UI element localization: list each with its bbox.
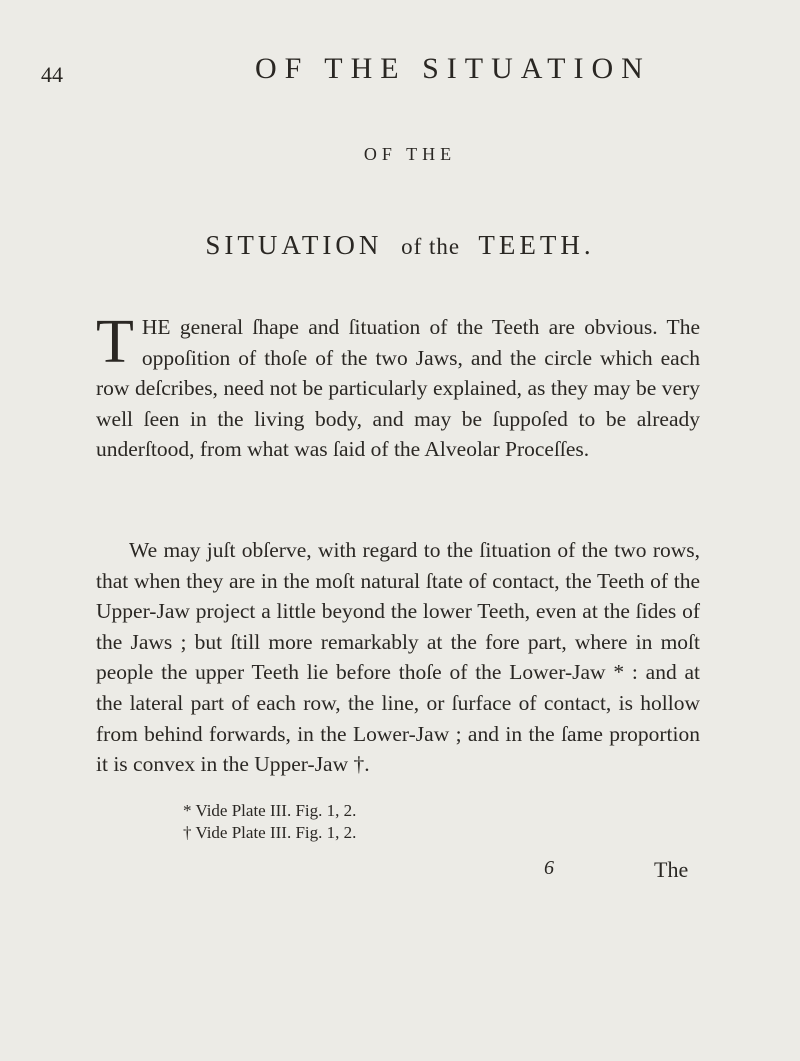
- chapter-title-of-the: of the: [401, 234, 461, 259]
- chapter-subheading: OF THE: [363, 144, 457, 164]
- catchword: The: [654, 857, 689, 882]
- footnote-1: * Vide Plate III. Fig. 1, 2.: [183, 801, 357, 820]
- chapter-title-main: SITUATION: [205, 230, 383, 260]
- chapter-title-teeth: TEETH.: [478, 230, 595, 260]
- paragraph-1-text: HE general ſhape and ſituation of the Teeth are obvious. The oppoſition of thoſe of the two Jaws, and the circle which each row deſcribes, need not be particularly explained, as they may be very well ſeen in the living body, and may be ſuppoſed to be already underſtood, from what was ſaid of the Alveolar Proceſſes.: [96, 315, 700, 462]
- running-head: [0, 52, 800, 92]
- running-title: OF THE SITUATION: [255, 52, 651, 85]
- chapter-title: [0, 230, 800, 261]
- drop-cap: T: [96, 308, 134, 376]
- signature-mark: 6: [544, 857, 554, 879]
- paragraph-2: We may juſt obſerve, with regard to the ſituation of the two rows, that when they are in the moſt natural ſtate of contact, the Teeth of the Upper-Jaw project a little beyond the lower Teeth, even at the ſides of the Jaws ; but ſtill more remarkably at the fore part, where in moſt people the upper Teeth lie before thoſe of the Lower-Jaw * : and at the lateral part of each row, the line, or ſurface of contact, is hollow from behind forwards, in the Lower-Jaw ; and in the ſame proportion it is convex in the Upper-Jaw †.: [96, 538, 700, 777]
- footnote-2: † Vide Plate III. Fig. 1, 2.: [183, 823, 357, 842]
- footnotes: [183, 800, 356, 844]
- paragraph-1: [96, 308, 700, 465]
- page-number: 44: [41, 62, 63, 87]
